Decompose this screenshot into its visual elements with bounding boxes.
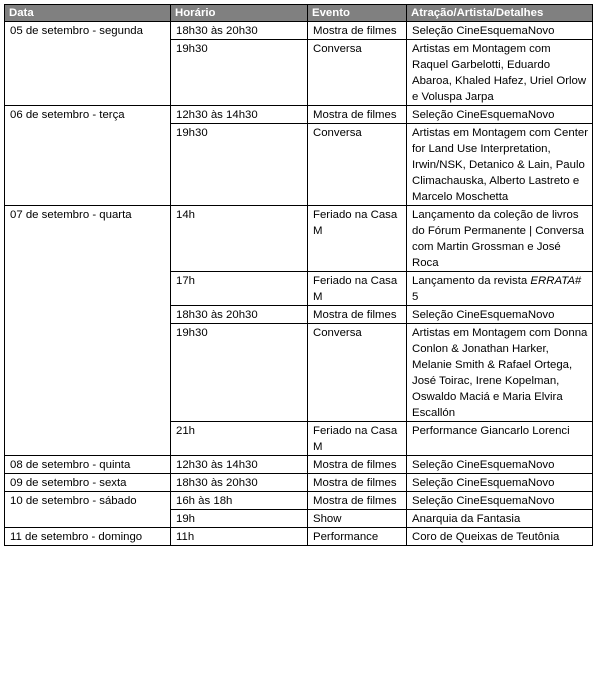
time-cell: 19h30 — [171, 124, 308, 206]
header-horario: Horário — [171, 5, 308, 22]
table-row — [5, 492, 593, 510]
details-cell: Seleção CineEsquemaNovo — [407, 492, 593, 510]
time-cell: 19h30 — [171, 40, 308, 106]
table-row — [5, 474, 593, 492]
header-row — [5, 5, 593, 22]
time-cell: 21h — [171, 422, 308, 456]
time-cell: 18h30 às 20h30 — [171, 306, 308, 324]
header-evento: Evento — [308, 5, 407, 22]
event-cell: Mostra de filmes — [308, 306, 407, 324]
event-cell: Mostra de filmes — [308, 474, 407, 492]
time-cell: 11h — [171, 528, 308, 546]
time-cell: 16h às 18h — [171, 492, 308, 510]
time-cell: 18h30 às 20h30 — [171, 474, 308, 492]
event-cell: Conversa — [308, 324, 407, 422]
event-cell: Feriado na Casa M — [308, 272, 407, 306]
details-cell: Seleção CineEsquemaNovo — [407, 106, 593, 124]
date-cell: 11 de setembro - domingo — [5, 528, 171, 546]
time-cell: 19h — [171, 510, 308, 528]
details-cell: Seleção CineEsquemaNovo — [407, 306, 593, 324]
event-cell: Mostra de filmes — [308, 492, 407, 510]
time-cell: 19h30 — [171, 324, 308, 422]
date-cell: 06 de setembro - terça — [5, 106, 171, 206]
schedule-table — [4, 4, 593, 546]
event-cell: Conversa — [308, 124, 407, 206]
date-cell: 07 de setembro - quarta — [5, 206, 171, 456]
table-row — [5, 528, 593, 546]
table-row — [5, 106, 593, 124]
table-row — [5, 206, 593, 272]
event-cell: Show — [308, 510, 407, 528]
date-cell: 05 de setembro - segunda — [5, 22, 171, 106]
time-cell: 18h30 às 20h30 — [171, 22, 308, 40]
details-cell: Artistas em Montagem com Center for Land Use Interpretation, Irwin/NSK, Detanico & Lain, Paulo Climachauska, Alberto Lastreto e Marcelo Moschetta — [407, 124, 593, 206]
time-cell: 17h — [171, 272, 308, 306]
details-cell: Artistas em Montagem com Raquel Garbelotti, Eduardo Abaroa, Khaled Hafez, Uriel Orlow e Voluspa Jarpa — [407, 40, 593, 106]
event-cell: Feriado na Casa M — [308, 206, 407, 272]
magazine-title: ERRATA — [530, 275, 575, 287]
time-cell: 14h — [171, 206, 308, 272]
details-cell: Lançamento da coleção de livros do Fórum Permanente | Conversa com Martin Grossman e José Roca — [407, 206, 593, 272]
event-cell: Mostra de filmes — [308, 22, 407, 40]
details-cell: Anarquia da Fantasia — [407, 510, 593, 528]
event-cell: Feriado na Casa M — [308, 422, 407, 456]
time-cell: 12h30 às 14h30 — [171, 106, 308, 124]
date-cell: 10 de setembro - sábado — [5, 492, 171, 528]
date-cell: 08 de setembro - quinta — [5, 456, 171, 474]
details-cell: Seleção CineEsquemaNovo — [407, 456, 593, 474]
details-cell: Coro de Queixas de Teutônia — [407, 528, 593, 546]
header-data: Data — [5, 5, 171, 22]
details-cell: Artistas em Montagem com Donna Conlon & Jonathan Harker, Melanie Smith & Rafael Ortega, José Toirac, Irene Kopelman, Oswaldo Maciá e Maria Elvira Escallón — [407, 324, 593, 422]
event-cell: Performance — [308, 528, 407, 546]
table-row — [5, 22, 593, 40]
details-cell: Performance Giancarlo Lorenci — [407, 422, 593, 456]
event-cell: Mostra de filmes — [308, 106, 407, 124]
details-prefix: Lançamento da revista — [412, 275, 528, 287]
event-cell: Mostra de filmes — [308, 456, 407, 474]
date-cell: 09 de setembro - sexta — [5, 474, 171, 492]
details-suffix: # 5 — [412, 275, 582, 303]
table-row — [5, 456, 593, 474]
details-cell: Seleção CineEsquemaNovo — [407, 22, 593, 40]
event-cell: Conversa — [308, 40, 407, 106]
time-cell: 12h30 às 14h30 — [171, 456, 308, 474]
details-cell: Seleção CineEsquemaNovo — [407, 474, 593, 492]
details-cell — [407, 272, 593, 306]
header-atracao: Atração/Artista/Detalhes — [407, 5, 593, 22]
